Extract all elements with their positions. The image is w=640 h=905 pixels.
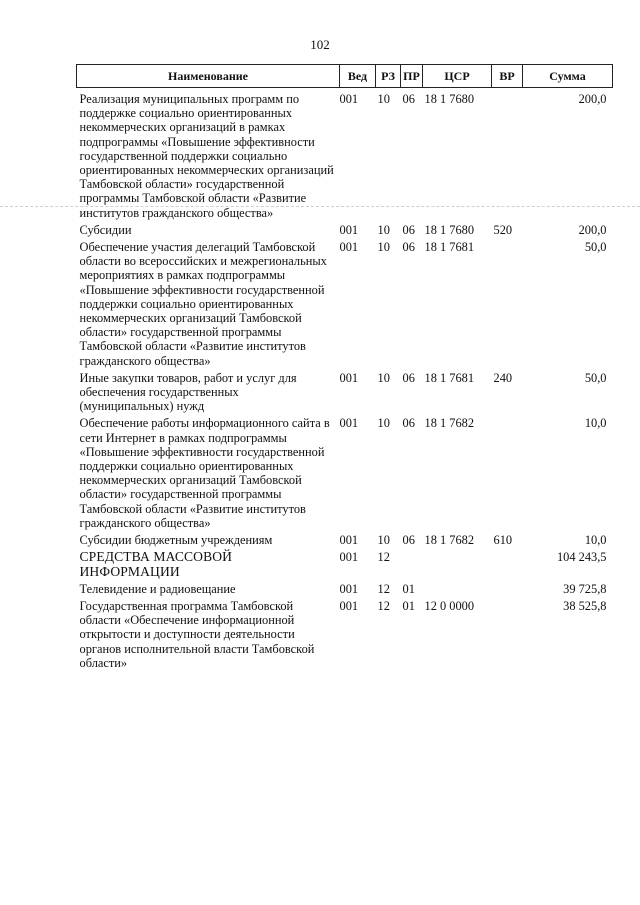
row-rz: 10 (377, 416, 390, 431)
row-ved: 001 (339, 416, 359, 431)
row-vr (492, 88, 523, 223)
row-vr: 520 (493, 222, 513, 237)
page-number: 102 (310, 37, 330, 52)
row-sum: 10,0 (584, 416, 607, 431)
header-ved: Вед (340, 65, 376, 88)
row-rz: 10 (377, 222, 390, 237)
table-row (77, 416, 613, 533)
budget-table (76, 64, 613, 673)
row-rz: 12 (377, 550, 390, 565)
row-sum: 10,0 (584, 533, 607, 548)
header-csr: ЦСР (423, 65, 492, 88)
row-csr: 18 1 7681 (424, 240, 475, 255)
row-ved: 001 (339, 240, 359, 255)
header-name: Наименование (77, 65, 340, 88)
row-ved: 001 (339, 550, 359, 565)
header-rz: РЗ (376, 65, 401, 88)
table-row (77, 371, 613, 417)
table-row (77, 240, 613, 371)
header-vr: ВР (492, 65, 523, 88)
row-csr: 18 1 7680 (424, 92, 475, 106)
table-row (77, 533, 613, 550)
row-sum: 38 525,8 (563, 598, 607, 613)
row-vr (492, 416, 523, 533)
row-csr (423, 582, 492, 599)
table-row (77, 599, 613, 673)
row-pr: 01 (402, 598, 415, 613)
row-name: Субсидии (79, 222, 132, 237)
row-name: Иные закупки товаров, работ и услуг для обеспечения государственных (муниципальных) нужд (79, 370, 297, 414)
row-pr: 06 (402, 370, 415, 385)
header-sum: Сумма (523, 65, 613, 88)
row-csr (423, 550, 492, 581)
row-rz: 10 (377, 370, 390, 385)
row-csr: 18 1 7681 (424, 370, 475, 385)
table-row (77, 223, 613, 240)
table-header-row (77, 65, 613, 88)
row-name: Телевидение и радиовещание (79, 581, 236, 596)
row-vr: 240 (493, 370, 513, 385)
row-csr: 18 1 7682 (424, 416, 475, 431)
row-name: Обеспечение работы информационного сайта в сети Интернет в рамках подпрограммы «Повышение эффективности государственной поддержки социально ориентированных некоммерческих организаций Тамбовской области» государственной программы Тамбовской области «Развитие институтов гражданского общества» (79, 416, 330, 530)
row-vr (492, 240, 523, 371)
row-name: Субсидии бюджетным учреждениям (79, 533, 273, 548)
row-pr: 06 (402, 533, 415, 548)
row-csr: 18 1 7682 (424, 533, 475, 548)
row-ved: 001 (339, 370, 359, 385)
row-ved: 001 (339, 92, 359, 106)
row-vr (492, 599, 523, 673)
row-sum: 50,0 (584, 370, 607, 385)
row-rz: 10 (377, 240, 390, 255)
row-rz: 12 (377, 598, 390, 613)
row-ved: 001 (339, 533, 359, 548)
row-ved: 001 (339, 222, 359, 237)
row-vr: 610 (493, 533, 513, 548)
row-name: СРЕДСТВА МАССОВОЙ ИНФОРМАЦИИ (79, 549, 233, 579)
row-pr: 06 (402, 240, 415, 255)
row-rz: 10 (377, 533, 390, 548)
row-csr: 18 1 7680 (424, 222, 475, 237)
row-sum: 200,0 (578, 222, 607, 237)
row-ved: 001 (339, 598, 359, 613)
table-row-section (77, 550, 613, 581)
row-name: Государственная программа Тамбовской области «Обеспечение информационной открытости и доступности деятельности органов исполнительной власти Тамбовской области» (79, 598, 315, 670)
row-pr: 01 (402, 581, 415, 596)
row-vr (492, 550, 523, 581)
row-pr: 06 (402, 92, 415, 106)
row-sum: 39 725,8 (563, 581, 607, 596)
table-row (77, 88, 613, 223)
row-name: Обеспечение участия делегаций Тамбовской области во всероссийских и межрегиональных мероприятиях в рамках подпрограммы «Повышение эффективности государственной поддержки социально ориентированных некоммерческих организаций Тамбовской области» государственной программы Тамбовской области «Развитие институтов гражданского общества» (79, 240, 327, 368)
row-sum: 104 243,5 (556, 550, 607, 565)
row-pr: 06 (402, 416, 415, 431)
row-sum: 200,0 (578, 92, 607, 106)
row-ved: 001 (339, 581, 359, 596)
row-sum: 50,0 (584, 240, 607, 255)
row-vr (492, 582, 523, 599)
row-name: Реализация муниципальных программ по поддержке социально ориентированных некоммерческих организаций в рамках подпрограммы «Повышение эффективности государственной поддержки социально ориентированных некоммерческих организаций Тамбовской области» государственной программы Тамбовской области «Развитие институтов гражданского общества» (79, 92, 334, 220)
row-pr (401, 550, 423, 581)
row-rz: 12 (377, 581, 390, 596)
row-csr: 12 0 0000 (424, 598, 475, 613)
header-pr: ПР (401, 65, 423, 88)
row-pr: 06 (402, 222, 415, 237)
table-row (77, 582, 613, 599)
row-rz: 10 (377, 92, 390, 106)
